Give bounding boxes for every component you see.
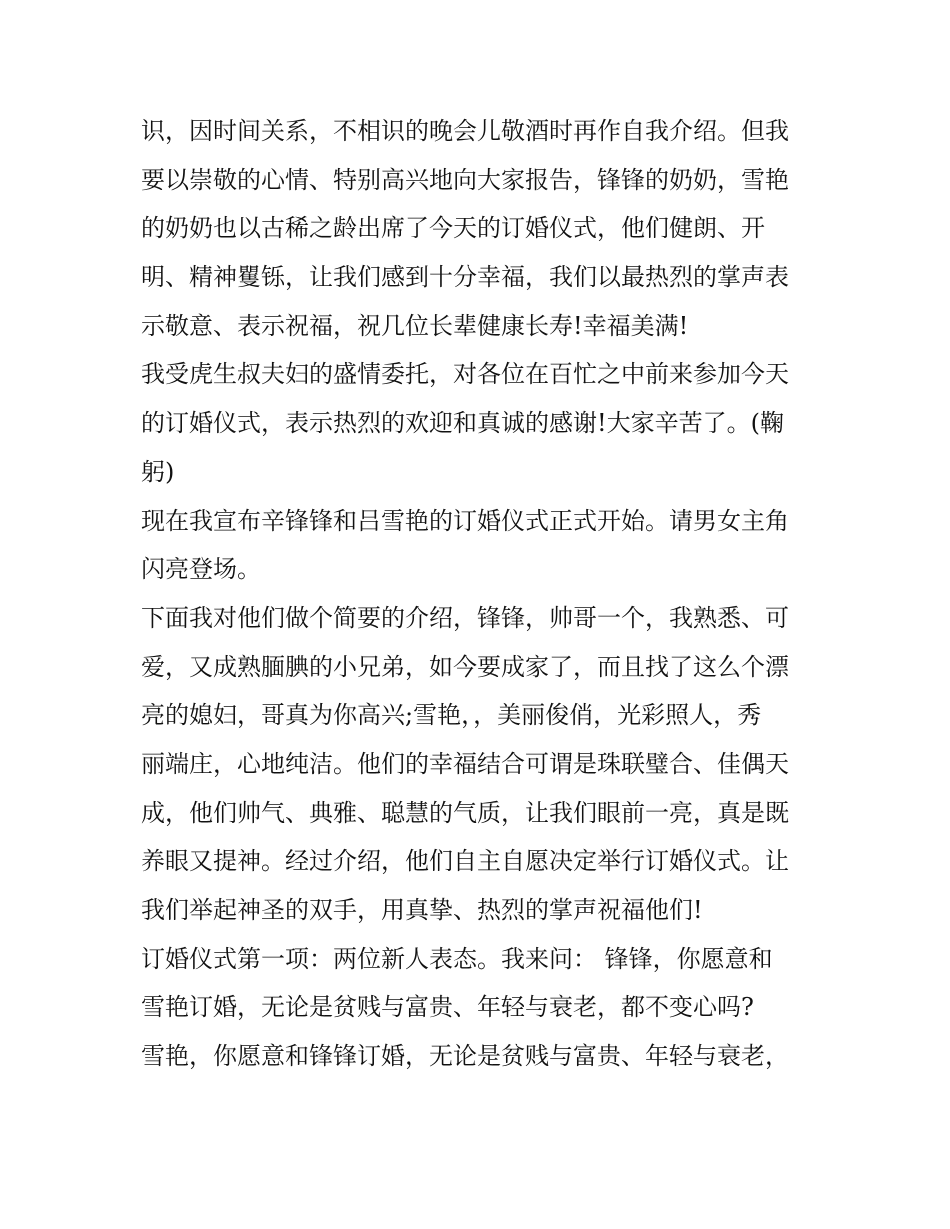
text-line: 爱，又成熟腼腆的小兄弟，如今要成家了，而且找了这么个漂 xyxy=(141,652,789,681)
text-line: 的奶奶也以古稀之龄出席了今天的订婚仪式，他们健朗、开 xyxy=(141,214,765,243)
text-line: 躬) xyxy=(141,457,175,486)
text-line: 养眼又提神。经过介绍，他们自主自愿决定举行订婚仪式。让 xyxy=(141,847,789,876)
text-line: 要以崇敬的心情、特别高兴地向大家报告，锋锋的奶奶，雪艳 xyxy=(141,165,789,194)
text-line: 我受虎生叔夫妇的盛情委托，对各位在百忙之中前来参加今天 xyxy=(141,360,789,389)
text-line: 的订婚仪式，表示热烈的欢迎和真诚的感谢!大家辛苦了。(鞠 xyxy=(141,409,785,438)
text-line: 下面我对他们做个简要的介绍，锋锋，帅哥一个，我熟悉、可 xyxy=(141,603,789,632)
body-text xyxy=(141,107,821,1081)
text-line: 我们举起神圣的双手，用真挚、热烈的掌声祝福他们! xyxy=(141,896,703,924)
text-line: 现在我宣布辛锋锋和吕雪艳的订婚仪式正式开始。请男女主角 xyxy=(141,506,789,535)
text-line: 明、精神矍铄，让我们感到十分幸福，我们以最热烈的掌声表 xyxy=(141,263,789,292)
text-line: 雪艳订婚，无论是贫贱与富贵、年轻与衰老，都不变心吗? xyxy=(141,993,754,1022)
text-line: 亮的媳妇，哥真为你高兴;雪艳，，美丽俊俏，光彩照人，秀 xyxy=(141,701,762,730)
text-line: 识，因时间关系，不相识的晚会儿敬酒时再作自我介绍。但我 xyxy=(141,117,789,145)
text-line: 雪艳，你愿意和锋锋订婚，无论是贫贱与富贵、年轻与衰老， xyxy=(141,1042,789,1071)
text-line: 订婚仪式第一项：两位新人表态。我来问： 锋锋，你愿意和 xyxy=(141,944,773,973)
text-line: 丽端庄，心地纯洁。他们的幸福结合可谓是珠联璧合、佳偶天 xyxy=(141,749,789,778)
text-line: 示敬意、表示祝福，祝几位长辈健康长寿!幸福美满! xyxy=(141,311,689,340)
text-line: 成，他们帅气、典雅、聪慧的气质，让我们眼前一亮，真是既 xyxy=(141,798,789,827)
text-line: 闪亮登场。 xyxy=(141,555,261,584)
